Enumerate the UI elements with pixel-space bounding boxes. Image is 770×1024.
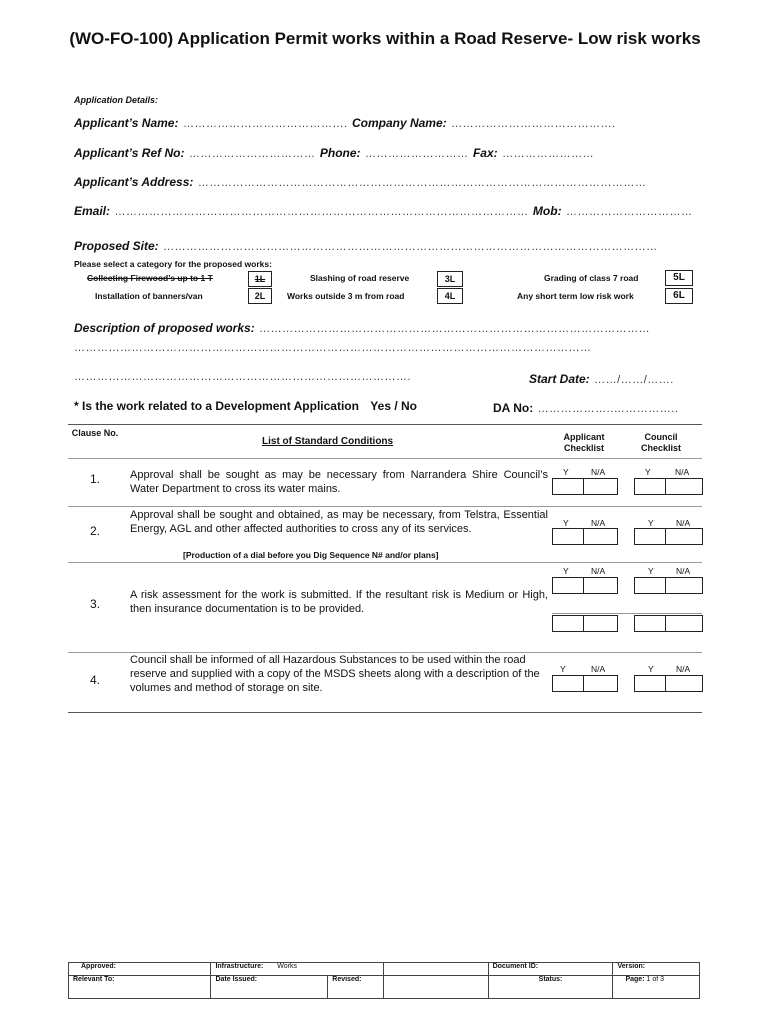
mob-label: Mob:	[532, 204, 562, 218]
da-no-row	[493, 399, 678, 417]
description-field-line-1[interactable]: …………………………………………………………………………………………	[259, 323, 651, 335]
council-y-checkbox-2[interactable]	[634, 528, 666, 545]
council-checklist-header: Council Checklist	[640, 432, 682, 453]
clause-number-2: 2.	[89, 524, 100, 538]
company-name-label: Company Name:	[351, 116, 447, 130]
da-no-label: DA No:	[493, 401, 534, 415]
phone-label: Phone:	[319, 146, 361, 160]
na-label: N/A	[591, 518, 606, 528]
yes-no-option[interactable]: Yes / No	[370, 399, 417, 413]
ref-phone-fax-row	[74, 144, 594, 162]
category-label-3l: Slashing of road reserve	[310, 273, 410, 283]
phone-field[interactable]: ………………………	[365, 148, 469, 160]
category-label-4l: Works outside 3 m from road	[287, 291, 405, 301]
y-label: Y	[645, 467, 651, 477]
document-id-label: Document ID:	[488, 963, 613, 976]
row-divider	[68, 562, 702, 563]
infrastructure-cell	[211, 963, 384, 976]
category-label-6l: Any short term low risk work	[517, 291, 634, 301]
development-question: * Is the work related to a Development Application	[74, 399, 359, 413]
email-label: Email:	[74, 204, 111, 218]
blank-cell	[384, 963, 488, 976]
category-box-4l[interactable]: 4L	[437, 288, 463, 304]
ref-no-label: Applicant’s Ref No:	[74, 146, 185, 160]
category-label-1l: Collecting Firewood’s up to 1 T	[87, 273, 213, 283]
council-na-checkbox-3[interactable]	[665, 577, 703, 594]
applicant-checklist-header: Applicant Checklist	[563, 432, 605, 453]
category-box-5l[interactable]: 5L	[665, 270, 693, 286]
category-box-6l[interactable]: 6L	[665, 288, 693, 304]
version-label: Version:	[613, 963, 700, 976]
category-box-1l[interactable]: 1L	[248, 271, 272, 287]
blank-cell	[384, 976, 488, 999]
page-value: 1 of 3	[646, 976, 664, 983]
y-label: Y	[563, 518, 569, 528]
description-field-line-2[interactable]: ………………………………………………………………………………………………………………………	[74, 342, 592, 354]
page-title: (WO-FO-100) Application Permit works within a Road Reserve- Low risk works	[69, 29, 701, 48]
status-label: Status:	[488, 976, 613, 999]
applicant-y-checkbox-3[interactable]	[552, 577, 584, 594]
applicant-y-checkbox-2[interactable]	[552, 528, 584, 545]
section-heading: Application Details:	[74, 95, 159, 105]
da-no-field[interactable]: ………………..……………..	[537, 403, 679, 415]
y-label: Y	[648, 518, 654, 528]
infrastructure-label: Infrastructure:	[215, 963, 264, 970]
address-field[interactable]: ………………………………………………………………………………………………………	[197, 177, 647, 189]
council-y-checkbox-3[interactable]	[634, 577, 666, 594]
clause-number-4: 4.	[89, 673, 100, 687]
proposed-site-field[interactable]: …………………………………………………………………………………………………………………	[163, 241, 658, 253]
address-label: Applicant’s Address:	[74, 175, 194, 189]
approved-label: Approved:	[69, 963, 211, 976]
proposed-site-row	[74, 237, 658, 255]
na-label: N/A	[676, 518, 691, 528]
clause-number-1: 1.	[89, 472, 100, 486]
applicant-na-checkbox-3b[interactable]	[583, 615, 618, 632]
header-divider	[68, 458, 702, 459]
condition-text-2: Approval shall be sought and obtained, as may be necessary, from Telstra, Essential Energy, AGL and other affected authorities to cross any of its services.	[130, 509, 548, 535]
page-label: Page:	[625, 976, 645, 983]
condition-text-3: A risk assessment for the work is submitted. If the resultant risk is Medium or High, then insurance documentation is to be provided.	[130, 589, 548, 615]
start-date-field[interactable]: ……/……/…….	[594, 374, 674, 386]
applicant-name-label: Applicant’s Name:	[74, 116, 179, 130]
fax-field[interactable]: ……………………	[502, 148, 595, 160]
na-label: N/A	[676, 566, 691, 576]
company-name-field[interactable]: …………………………………….	[451, 118, 616, 130]
category-box-2l[interactable]: 2L	[248, 288, 272, 304]
na-label: N/A	[675, 467, 690, 477]
council-na-checkbox-4[interactable]	[665, 675, 703, 692]
category-box-3l[interactable]: 3L	[437, 271, 463, 287]
revised-label: Revised:	[328, 976, 384, 999]
table-top-border	[68, 424, 702, 425]
proposed-site-label: Proposed Site:	[74, 239, 159, 253]
fax-label: Fax:	[472, 146, 498, 160]
mob-field[interactable]: ……………………………	[566, 206, 693, 218]
y-label: Y	[560, 664, 566, 674]
category-prompt: Please select a category for the proposed works:	[74, 259, 272, 269]
applicant-y-checkbox-3b[interactable]	[552, 615, 584, 632]
applicant-name-field[interactable]: …………………………………….	[182, 118, 348, 130]
applicant-na-checkbox-2[interactable]	[583, 528, 618, 545]
category-label-5l: Grading of class 7 road	[544, 273, 639, 283]
applicant-y-checkbox-4[interactable]	[552, 675, 584, 692]
address-row	[74, 173, 646, 191]
na-label: N/A	[591, 566, 606, 576]
y-label: Y	[648, 566, 654, 576]
date-issued-label: Date Issued:	[211, 976, 328, 999]
description-label: Description of proposed works:	[74, 321, 255, 335]
footer-table	[68, 962, 700, 999]
condition-text-4: Council shall be informed of all Hazardous Substances to be used within the road reserve and supplied with a copy of the MSDS sheets along with a description of the volumes and method of storage on site.	[130, 654, 540, 694]
council-y-checkbox-1[interactable]	[634, 478, 666, 495]
y-label: Y	[648, 664, 654, 674]
email-field[interactable]: ………………………………………………………………………………………………	[114, 206, 529, 218]
y-label: Y	[563, 566, 569, 576]
checklist-divider	[552, 613, 702, 614]
clause-header: Clause No.	[71, 428, 119, 438]
council-na-checkbox-1[interactable]	[665, 478, 703, 495]
email-mob-row	[74, 202, 693, 220]
y-label: Y	[563, 467, 569, 477]
ref-no-field[interactable]: ……………………………	[188, 148, 316, 160]
na-label: N/A	[676, 664, 691, 674]
development-row	[74, 399, 417, 413]
category-label-2l: Installation of banners/van	[95, 291, 203, 301]
start-date-label: Start Date:	[529, 372, 590, 386]
description-field-line-3[interactable]: …………………………………………………………………………….	[74, 371, 412, 383]
council-y-checkbox-3b[interactable]	[634, 615, 666, 632]
page-cell	[613, 976, 700, 999]
council-na-checkbox-3b[interactable]	[665, 615, 703, 632]
applicant-y-checkbox-1[interactable]	[552, 478, 584, 495]
applicant-na-checkbox-3[interactable]	[583, 577, 618, 594]
condition-text-1: Approval shall be sought as may be necessary from Narrandera Shire Council’s Water Department to cross its water mains.	[130, 469, 548, 495]
clause-number-3: 3.	[89, 597, 100, 611]
list-header: List of Standard Conditions	[262, 436, 394, 447]
infrastructure-value: Works	[277, 963, 297, 970]
na-label: N/A	[591, 467, 606, 477]
table-bottom-border	[68, 712, 702, 713]
relevant-to-label: Relevant To:	[69, 976, 211, 999]
applicant-na-checkbox-1[interactable]	[583, 478, 618, 495]
na-label: N/A	[591, 664, 606, 674]
applicant-na-checkbox-4[interactable]	[583, 675, 618, 692]
applicant-name-row	[74, 114, 616, 132]
description-row	[74, 319, 650, 337]
council-na-checkbox-2[interactable]	[665, 528, 703, 545]
row-divider	[68, 506, 702, 507]
start-date-row	[529, 370, 674, 388]
condition-note-2: [Production of a dial before you Dig Sequence N# and/or plans]	[183, 550, 439, 560]
council-y-checkbox-4[interactable]	[634, 675, 666, 692]
